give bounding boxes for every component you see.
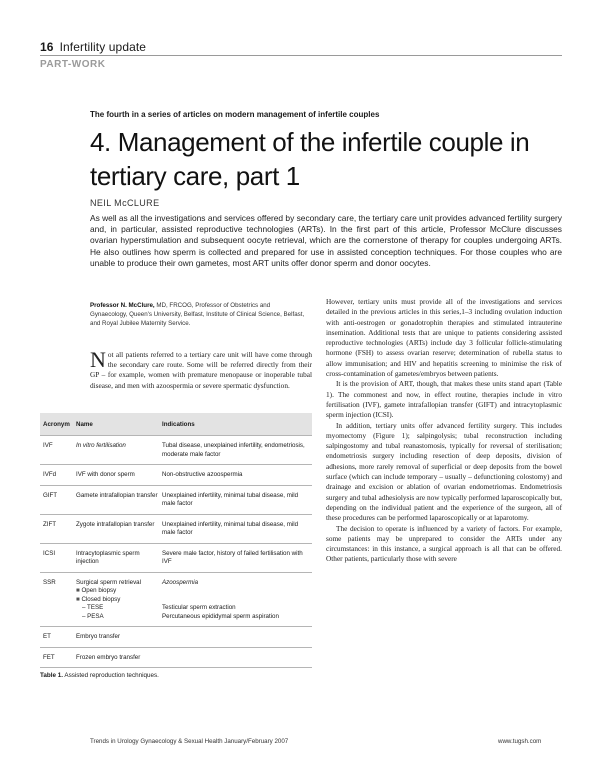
row-indications: Severe male factor, history of failed fertilisation with IVF xyxy=(162,549,303,565)
ssr-open-biopsy-text: Open biopsy xyxy=(81,587,117,594)
row-acronym: ET xyxy=(43,633,51,640)
row-acronym: IVF xyxy=(43,442,53,449)
row-acronym: IVFd xyxy=(43,471,57,478)
bullet-icon: ■ xyxy=(76,587,82,594)
row-name xyxy=(73,573,158,627)
ssr-pesa-indication: Percutaneous epididymal sperm aspiration xyxy=(162,612,279,620)
drop-cap: N xyxy=(90,347,106,372)
ssr-pesa: – PESA xyxy=(82,612,104,620)
row-acronym: SSR xyxy=(43,578,56,586)
row-name: Gamete intrafallopian transfer xyxy=(76,491,158,499)
table-row xyxy=(40,464,312,485)
ssr-name: Surgical sperm retrieval xyxy=(76,578,141,586)
ssr-tese: – TESE xyxy=(82,604,104,611)
table-row xyxy=(40,435,312,464)
part-work-label: PART-WORK xyxy=(40,59,106,70)
body-paragraph: In addition, tertiary units offer advanced fertility surgery. This includes myomectomy (Figure 1); salpingolysis; tubal reconstruction including salpingostomy and tubal reanastomosis, typically for reversal of sterilisation; endometriosis surgery including resection of deep deposits, division of adhesions, more rarely removal of superficial or deep deposits from the bowel surface (which can include temporary – usually – defunctioning colostomy) and drainage and excision or ablation of ovarian endometriomas. Endometriosis surgery and tubal adhesiolysis are now typically performed laparoscopically but, depending on the individual patient and the experience of the surgeon, all of these procedures can be performed laparoscopically or at laparotomy. xyxy=(326,420,562,523)
ssr-open-biopsy xyxy=(76,587,158,596)
table-caption-text: Assisted reproduction techniques. xyxy=(62,672,159,679)
section-name: Infertility update xyxy=(59,40,147,54)
techniques-table xyxy=(40,413,312,668)
header-acronym: Acronym xyxy=(43,420,70,428)
header-rule xyxy=(40,55,562,56)
row-name: Embryo transfer xyxy=(76,633,121,640)
row-name: Zygote intrafallopian transfer xyxy=(76,520,155,528)
article-author: NEIL McCLURE xyxy=(90,198,160,208)
ssr-tese-indication: Testicular sperm extraction xyxy=(162,604,236,611)
body-column xyxy=(326,297,562,565)
running-header xyxy=(40,40,146,54)
article-lede: As well as all the investigations and services offered by secondary care, the tertiary care unit provides advanced fertility surgery and, in particular, assisted reproductive technologies (ARTs). In the first part of this article, Professor McClure discusses ovarian hyperstimulation and subsequent oocyte retrieval, which are the cornerstone of therapy for couples undergoing ARTs. He also outlines how sperm is collected and prepared for use in assisted conception techniques. For those couples who are unable to produce their own gametes, most ART units offer donor sperm and donor oocytes. xyxy=(90,213,562,268)
spacer xyxy=(162,596,312,605)
affiliation-name: Professor N. McClure, xyxy=(90,302,155,309)
affiliation-details: MD, FRCOG, Professor of Obstetrics and Gynaecology, Queen's University, Belfast, Institute of Clinical Science, Belfast, and Royal Jubilee Maternity Service. xyxy=(90,302,305,328)
intro-text: ot all patients referred to a tertiary care unit will have come through the secondary care route. Some will be referred directly from their GP – for example, women with premature menopause or inoperable tubal disease, and men with azoospermia or severe spermatic dysfunction. xyxy=(90,350,312,390)
header-name: Name xyxy=(76,420,93,428)
table-row xyxy=(40,543,312,572)
body-paragraph: However, tertiary units must provide all of the investigations and services detailed in the previous articles in this series,1–3 including ovulation induction with anti-oestrogen or gonadotrophin therapies and stimulated intrauterine insemination. Additional tests that are unique to patients considering assisted reproductive technologies (ARTs) include day 3 follicular follicle-stimulating hormone (FSH) to assess ovarian reserve; determination of rubella status to allow immunisation; and HIV and hepatitis screening to minimise the risk of cross-contamination of gametes/embryos between patients. xyxy=(326,297,562,379)
table-row-ssr xyxy=(40,572,312,627)
body-paragraph: The decision to operate is influenced by a variety of factors. For example, some patients may be unprepared to consider the ARTs under any circumstances: in this instance, a surgical approach is all that can be offered. Other patients, particularly those with severe xyxy=(326,523,562,564)
table-row xyxy=(40,485,312,514)
row-indications: Non-obstructive azoospermia xyxy=(162,471,243,478)
bullet-icon: ■ xyxy=(76,595,82,603)
row-indications: Unexplained infertility, minimal tubal disease, mild male factor xyxy=(162,491,299,507)
table-row xyxy=(40,514,312,543)
table-caption xyxy=(40,672,159,679)
intro-paragraph xyxy=(90,347,312,391)
footer-journal: Trends in Urology Gynaecology & Sexual Health January/February 2007 xyxy=(90,738,289,745)
ssr-closed-biopsy xyxy=(76,596,158,605)
table-row xyxy=(40,626,312,647)
spacer xyxy=(162,587,312,596)
article-title: 4. Management of the infertile couple in tertiary care, part 1 xyxy=(90,127,530,191)
row-name: IVF with donor sperm xyxy=(76,471,135,478)
row-acronym: FET xyxy=(43,653,55,661)
table-caption-label: Table 1. xyxy=(40,672,63,679)
body-paragraph: It is the provision of ART, though, that makes these units stand apart (Table 1). The commonest and now, in effect routine, therapies include in vitro fertilisation (IVF), gamete intrafallopian transfer (GIFT) and intracytoplasmic sperm injection (ICSI). xyxy=(326,379,562,420)
article-kicker: The fourth in a series of articles on modern management of infertile couples xyxy=(90,110,380,119)
row-acronym: GIFT xyxy=(43,491,58,499)
table-header xyxy=(40,413,312,435)
table-row xyxy=(40,647,312,669)
row-indications: Tubal disease, unexplained infertility, endometriosis, moderate male factor xyxy=(162,442,305,458)
row-name: Intracytoplasmic sperm injection xyxy=(76,549,140,565)
header-indications: Indications xyxy=(162,420,195,428)
row-indications: Unexplained infertility, minimal tubal disease, mild male factor xyxy=(162,520,299,536)
page-number: 16 xyxy=(40,40,54,54)
ssr-indication: Azoospermia xyxy=(162,578,199,586)
row-indications xyxy=(158,627,312,647)
row-indications xyxy=(158,648,312,668)
row-acronym: ZIFT xyxy=(43,520,57,528)
ssr-closed-biopsy-text: Closed biopsy xyxy=(81,595,121,603)
author-affiliation xyxy=(90,301,308,329)
row-acronym: ICSI xyxy=(43,549,56,557)
row-name: In vitro fertilisation xyxy=(76,442,126,449)
row-indications xyxy=(158,573,312,627)
row-name: Frozen embryo transfer xyxy=(76,653,141,661)
footer-url[interactable]: www.tugsh.com xyxy=(498,738,542,745)
